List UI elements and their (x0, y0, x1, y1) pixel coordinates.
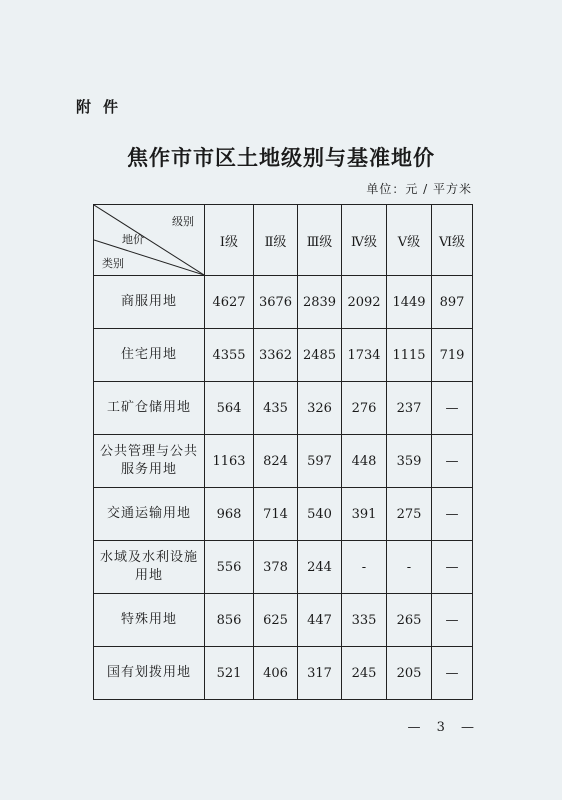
price-cell: 406 (254, 647, 298, 700)
price-cell: 435 (254, 382, 298, 435)
price-cell: - (387, 541, 432, 594)
grade-header-2: Ⅱ级 (254, 205, 298, 276)
category-cell: 商服用地 (94, 276, 205, 329)
price-cell: — (432, 435, 473, 488)
price-cell: 2839 (298, 276, 342, 329)
price-cell: 597 (298, 435, 342, 488)
corner-grade-label: 级别 (172, 215, 194, 228)
price-cell: 317 (298, 647, 342, 700)
table-header-row (94, 205, 473, 276)
price-cell: 1163 (205, 435, 254, 488)
table-row (94, 276, 473, 329)
table-row (94, 488, 473, 541)
price-cell: 719 (432, 329, 473, 382)
price-cell: 359 (387, 435, 432, 488)
price-cell: 237 (387, 382, 432, 435)
price-cell: 1115 (387, 329, 432, 382)
price-cell: 4627 (205, 276, 254, 329)
price-cell: 3362 (254, 329, 298, 382)
category-cell: 住宅用地 (94, 329, 205, 382)
price-cell: 556 (205, 541, 254, 594)
land-price-table (93, 204, 473, 700)
price-cell: — (432, 647, 473, 700)
price-cell: 335 (342, 594, 387, 647)
price-cell: 275 (387, 488, 432, 541)
price-cell: 2485 (298, 329, 342, 382)
price-cell: 625 (254, 594, 298, 647)
price-cell: - (342, 541, 387, 594)
table-row (94, 329, 473, 382)
category-cell: 公共管理与公共服务用地 (94, 435, 205, 488)
price-cell: 540 (298, 488, 342, 541)
price-cell: 2092 (342, 276, 387, 329)
page-number: — 3 — (407, 720, 480, 735)
price-cell: 856 (205, 594, 254, 647)
price-cell: 3676 (254, 276, 298, 329)
category-cell: 水域及水利设施用地 (94, 541, 205, 594)
category-cell: 特殊用地 (94, 594, 205, 647)
price-cell: 968 (205, 488, 254, 541)
price-cell: 326 (298, 382, 342, 435)
table-row (94, 594, 473, 647)
price-cell: 245 (342, 647, 387, 700)
table-row (94, 382, 473, 435)
table-row (94, 647, 473, 700)
grade-header-5: Ⅴ级 (387, 205, 432, 276)
price-cell: 378 (254, 541, 298, 594)
unit-note: 单位：元 / 平方米 (366, 182, 472, 196)
table-row (94, 541, 473, 594)
price-cell: — (432, 541, 473, 594)
price-cell: 824 (254, 435, 298, 488)
grade-header-3: Ⅲ级 (298, 205, 342, 276)
price-cell: 714 (254, 488, 298, 541)
document-title: 焦作市市区土地级别与基准地价 (127, 145, 435, 170)
price-cell: 897 (432, 276, 473, 329)
annex-label: 附件 (76, 98, 131, 116)
price-cell: 276 (342, 382, 387, 435)
price-cell: 205 (387, 647, 432, 700)
price-cell: — (432, 488, 473, 541)
table-row (94, 435, 473, 488)
grade-header-4: Ⅳ级 (342, 205, 387, 276)
price-cell: 447 (298, 594, 342, 647)
price-cell: 4355 (205, 329, 254, 382)
table-corner-cell (94, 205, 205, 276)
category-cell: 工矿仓储用地 (94, 382, 205, 435)
price-cell: 1734 (342, 329, 387, 382)
price-cell: — (432, 594, 473, 647)
price-cell: 521 (205, 647, 254, 700)
grade-header-6: Ⅵ级 (432, 205, 473, 276)
price-cell: 265 (387, 594, 432, 647)
category-cell: 交通运输用地 (94, 488, 205, 541)
corner-price-label: 地价 (122, 233, 144, 246)
price-cell: 244 (298, 541, 342, 594)
price-cell: — (432, 382, 473, 435)
price-cell: 1449 (387, 276, 432, 329)
price-cell: 564 (205, 382, 254, 435)
corner-category-label: 类别 (102, 257, 124, 270)
price-cell: 391 (342, 488, 387, 541)
price-cell: 448 (342, 435, 387, 488)
category-cell: 国有划拨用地 (94, 647, 205, 700)
grade-header-1: Ⅰ级 (205, 205, 254, 276)
